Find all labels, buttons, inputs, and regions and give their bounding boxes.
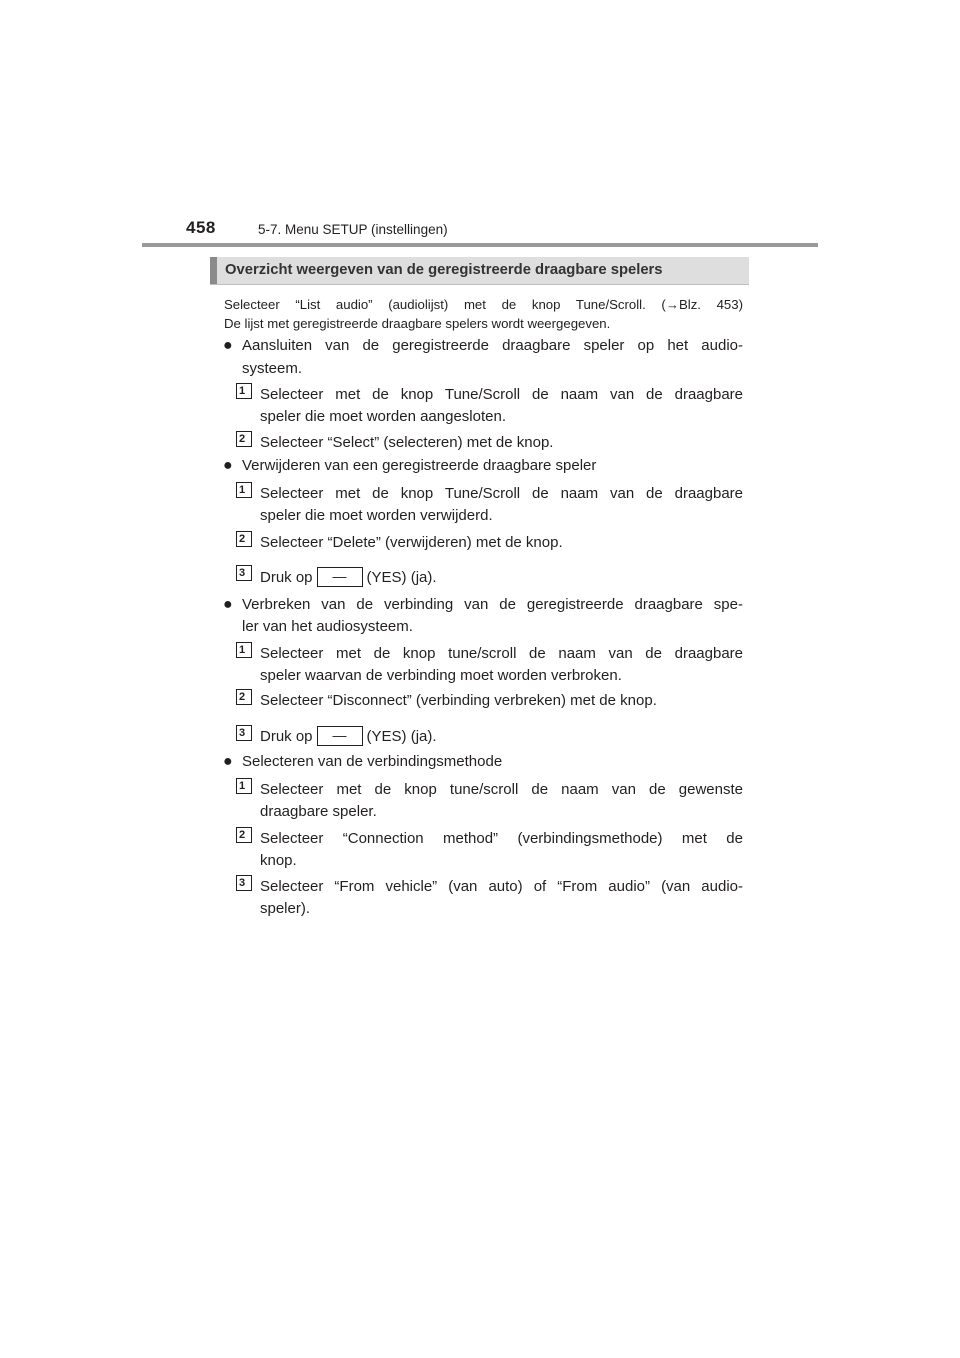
group-title-line: Aansluiten van de geregistreerde draagbare speler op het audio- [242,337,743,354]
group-title-line: Verbreken van de verbinding van de geregistreerde draagbare spe- [242,596,743,613]
section-heading-bar [210,257,749,285]
step-number-badge: 3 [236,875,252,891]
group-title-line: ler van het audiosysteem. [242,618,413,635]
step-text-line: Selecteer met de knop tune/scroll de naam van de gewenste [260,781,743,798]
step-text-line: Selecteer “Connection method” (verbindingsmethode) met de [260,830,743,847]
step-text-line: knop. [260,852,297,869]
section-title: 5-7. Menu SETUP (instellingen) [258,222,448,237]
yes-key-icon: — [317,726,363,746]
step-text-line: Selecteer “Delete” (verwijderen) met de knop. [260,534,563,551]
step-number-badge: 1 [236,482,252,498]
step-text-suffix: (YES) (ja). [366,728,437,745]
section-heading: Overzicht weergeven van de geregistreerde draagbare spelers [225,262,663,278]
step-number-badge: 2 [236,431,252,447]
step-number-badge: 2 [236,827,252,843]
step-number-badge: 3 [236,565,252,581]
group-title-line: systeem. [242,360,303,377]
step-number-badge: 1 [236,778,252,794]
step-number-badge: 3 [236,725,252,741]
step-text-line: Selecteer met de knop tune/scroll de naam van de draagbare [260,645,743,662]
step-text-line: speler waarvan de verbinding moet worden verbroken. [260,667,622,684]
step-text-prefix: Druk op [260,569,313,586]
group-title-line: Selecteren van de verbindingsmethode [242,753,503,770]
intro-line-2: De lijst met geregistreerde draagbare spelers wordt weergegeven. [224,316,611,331]
step-number-badge: 2 [236,531,252,547]
page-number: 458 [186,218,216,237]
bullet-icon: ● [223,596,233,613]
step-text-line: speler). [260,900,311,917]
step-number-badge: 1 [236,642,252,658]
step-number-badge: 1 [236,383,252,399]
step-text-suffix: (YES) (ja). [366,569,437,586]
step-text-prefix: Druk op [260,728,313,745]
step-number-badge: 2 [236,689,252,705]
bullet-icon: ● [223,337,233,354]
yes-key-icon: — [317,567,363,587]
bullet-icon: ● [223,753,233,770]
step-text-line: draagbare speler. [260,803,377,820]
step-text-line [260,728,437,746]
step-text-line: Selecteer “From vehicle” (van auto) of “From audio” (van audio- [260,878,743,895]
step-text-line: Selecteer met de knop Tune/Scroll de naam van de draagbare [260,386,743,403]
step-text-line: Selecteer met de knop Tune/Scroll de naam van de draagbare [260,485,743,502]
step-text-line: speler die moet worden aangesloten. [260,408,506,425]
step-text-line: speler die moet worden verwijderd. [260,507,493,524]
step-text-line: Selecteer “Disconnect” (verbinding verbreken) met de knop. [260,692,657,709]
header-rule [142,243,818,247]
intro-line-1: Selecteer “List audio” (audiolijst) met de knop Tune/Scroll. (→Blz. 453) [224,297,743,312]
step-text-line [260,569,437,587]
step-text-line: Selecteer “Select” (selecteren) met de knop. [260,434,554,451]
heading-accent [210,257,217,284]
bullet-icon: ● [223,457,233,474]
group-title-line: Verwijderen van een geregistreerde draagbare speler [242,457,597,474]
